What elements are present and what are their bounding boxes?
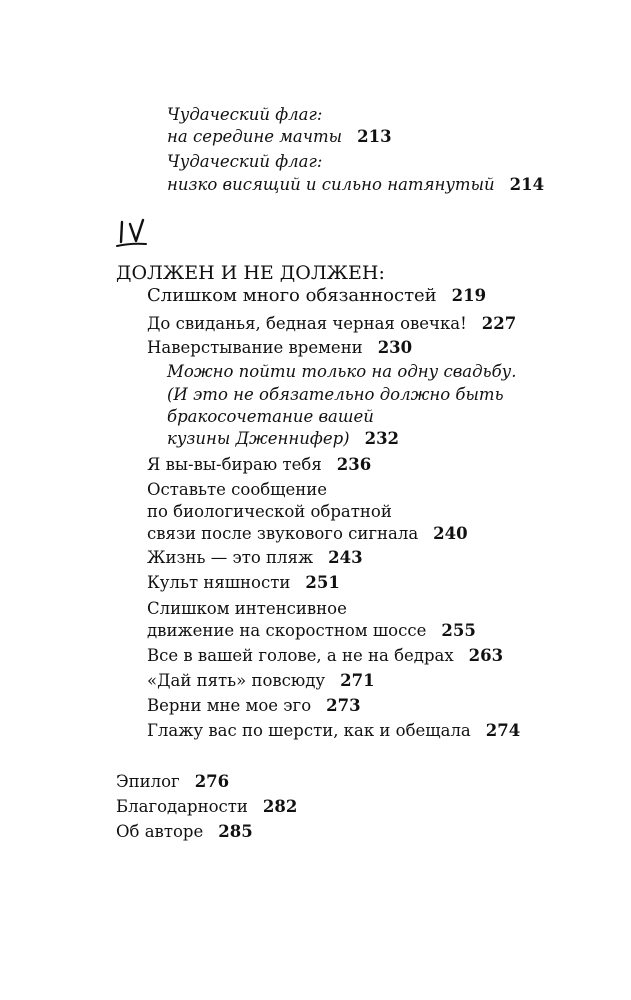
entry-text: Глажу вас по шерсти, как и обещала bbox=[147, 721, 471, 740]
entry-text: Все в вашей голове, а не на бедрах bbox=[147, 646, 454, 665]
entry-text: Жизнь — это пляж bbox=[147, 548, 314, 567]
toc-entry bbox=[116, 796, 297, 818]
section-subtitle bbox=[147, 284, 486, 308]
entry-text: Я вы-вы-бираю тебя bbox=[147, 455, 322, 474]
toc-entry bbox=[147, 454, 371, 476]
toc-entry-line bbox=[167, 361, 516, 383]
page-number: 219 bbox=[451, 286, 487, 305]
page-number: 271 bbox=[340, 671, 375, 690]
toc-entry-line bbox=[167, 384, 504, 406]
toc-entry bbox=[147, 572, 340, 594]
entry-text: Благодарности bbox=[116, 797, 248, 816]
toc-entry bbox=[147, 720, 520, 742]
toc-entry-line bbox=[167, 126, 392, 148]
page-number: 214 bbox=[509, 175, 545, 194]
part-numeral-iv-icon bbox=[116, 212, 156, 252]
section-title bbox=[116, 261, 385, 285]
toc-entry bbox=[147, 547, 363, 569]
entry-text: низко висящий и сильно натянутый bbox=[167, 175, 495, 194]
entry-text: кузины Дженнифер) bbox=[167, 429, 350, 448]
toc-entry-line bbox=[167, 406, 374, 428]
entry-text: До свиданья, бедная черная овечка! bbox=[147, 314, 467, 333]
page-number: 232 bbox=[364, 429, 400, 448]
entry-text: Верни мне мое эго bbox=[147, 696, 312, 715]
toc-entry-line bbox=[167, 151, 322, 173]
page-number: 227 bbox=[481, 314, 517, 333]
entry-text: Оставьте сообщение bbox=[147, 480, 328, 499]
entry-text: по биологической обратной bbox=[147, 502, 392, 521]
toc-entry bbox=[147, 670, 375, 692]
page-number: 251 bbox=[305, 573, 340, 592]
entry-text: на середине мачты bbox=[167, 127, 343, 146]
entry-text: движение на скоростном шоссе bbox=[147, 621, 427, 640]
toc-entry-line bbox=[147, 523, 468, 545]
page-number: 240 bbox=[433, 524, 468, 543]
section-title-text: ДОЛЖЕН И НЕ ДОЛЖЕН: bbox=[116, 262, 385, 284]
page-number: 263 bbox=[468, 646, 504, 665]
toc-entry bbox=[116, 821, 253, 843]
toc-entry bbox=[116, 771, 229, 793]
toc-entry-line bbox=[147, 620, 476, 642]
page-number: 255 bbox=[441, 621, 476, 640]
toc-entry-line bbox=[167, 104, 322, 126]
page-number: 236 bbox=[336, 455, 372, 474]
page-number: 213 bbox=[357, 127, 392, 146]
page-number: 282 bbox=[262, 797, 298, 816]
entry-text: Наверстывание времени bbox=[147, 338, 363, 357]
toc-entry-line bbox=[147, 479, 327, 501]
entry-text: «Дай пять» повсюду bbox=[147, 671, 326, 690]
entry-text: Можно пойти только на одну свадьбу. bbox=[167, 362, 517, 381]
entry-text: Культ няшности bbox=[147, 573, 291, 592]
entry-text: Чудаческий флаг: bbox=[167, 105, 323, 124]
entry-text: Чудаческий флаг: bbox=[167, 152, 323, 171]
entry-text: Эпилог bbox=[116, 772, 180, 791]
entry-text: Слишком много обязанностей bbox=[147, 285, 437, 306]
toc-entry-line bbox=[147, 501, 392, 523]
toc-entry-line bbox=[167, 428, 399, 450]
entry-text: Слишком интенсивное bbox=[147, 599, 347, 618]
entry-text: (И это не обязательно должно быть bbox=[167, 385, 504, 404]
page-number: 243 bbox=[328, 548, 363, 567]
entry-text: бракосочетание вашей bbox=[167, 407, 374, 426]
entry-text: Об авторе bbox=[116, 822, 204, 841]
toc-entry bbox=[147, 313, 516, 335]
toc-entry-line bbox=[147, 598, 347, 620]
toc-entry bbox=[147, 337, 412, 359]
page-number: 230 bbox=[377, 338, 413, 357]
entry-text: связи после звукового сигнала bbox=[147, 524, 419, 543]
toc-entry bbox=[147, 695, 361, 717]
page-number: 274 bbox=[485, 721, 521, 740]
page-number: 285 bbox=[218, 822, 253, 841]
page-number: 276 bbox=[194, 772, 230, 791]
toc-entry-line bbox=[167, 174, 544, 196]
page-number: 273 bbox=[326, 696, 361, 715]
toc-entry bbox=[147, 645, 503, 667]
